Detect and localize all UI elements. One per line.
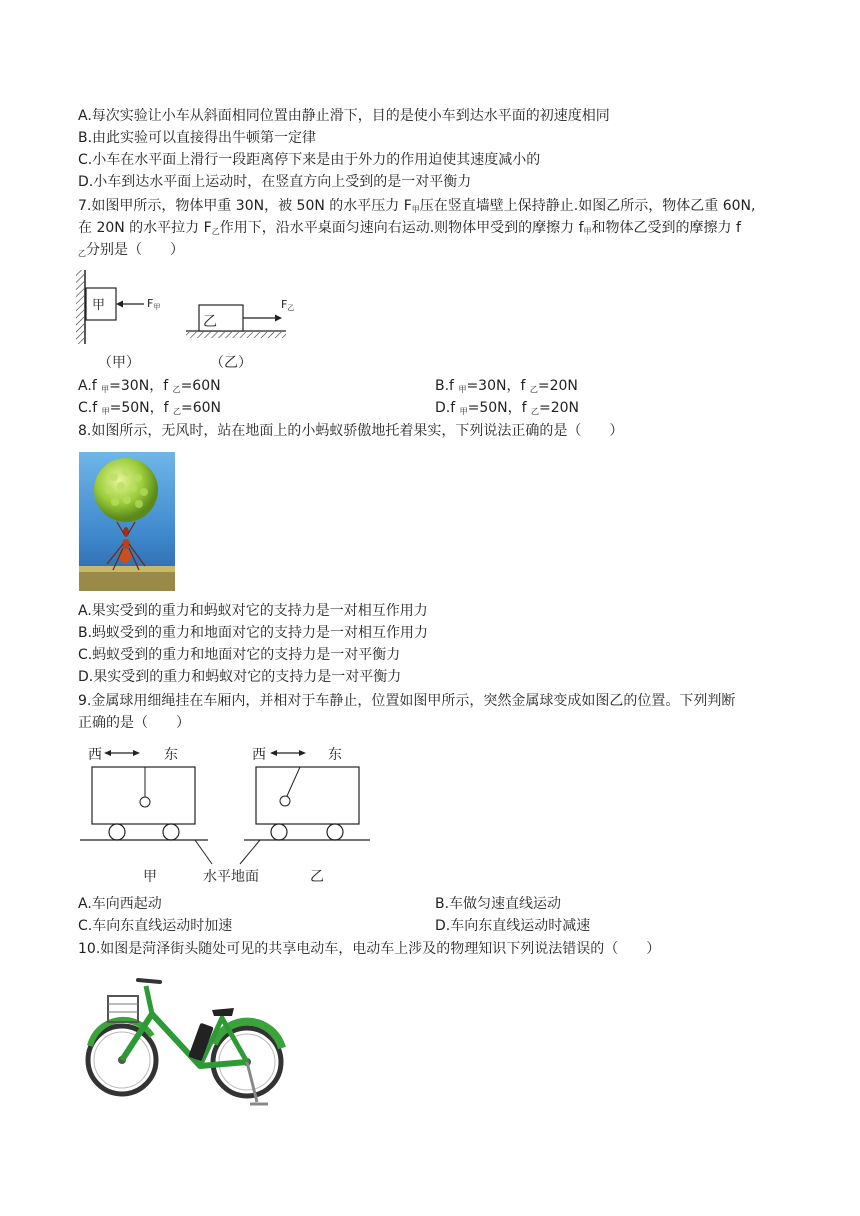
q6-option-a: A.每次实验让小车从斜面相同位置由静止滑下，目的是使小车到达水平面的初速度相同 (78, 108, 610, 124)
q7-caption-b: （乙） (210, 355, 252, 371)
q7-stem-line3: $_乙$分别是（ ） (78, 242, 184, 258)
q7-box-b-label: 乙 (203, 314, 217, 330)
q6-option-b: B.由此实验可以直接得出牛顿第一定律 (78, 130, 317, 146)
q7-force-diagram (76, 268, 316, 348)
q9-west-label-b: 西 (252, 747, 266, 763)
shared-ebike-photo (82, 966, 294, 1112)
q7-force-a-label: $F_甲$ (147, 297, 161, 311)
ant-fruit-photo (79, 452, 175, 591)
q7-option-a: A.f $_甲$=30N，f $_乙$=60N (78, 378, 221, 394)
q7-option-d: D.f $_甲$=50N，f $_乙$=20N (435, 400, 580, 416)
q7-caption-a: （甲） (98, 355, 140, 371)
q7-option-b: B.f $_甲$=30N，f $_乙$=20N (435, 378, 578, 394)
q8-option-a: A.果实受到的重力和蚂蚁对它的支持力是一对相互作用力 (78, 603, 428, 619)
q7-stem-line2: 在 20N 的水平拉力 $F_乙$作用下，沿水平桌面匀速向右运动.则物体甲受到的摩擦力 $f_甲$和物体乙受到的摩擦力 f (78, 220, 741, 236)
q9-cart-a-label: 甲 (143, 869, 157, 885)
q6-option-d: D.小车到达水平面上运动时，在竖直方向上受到的是一对平衡力 (78, 174, 472, 190)
q9-ground-label: 水平地面 (203, 869, 259, 885)
q7-force-b-label: $F_乙$ (281, 298, 295, 312)
q7-stem-line1: 7.如图甲所示，物体甲重 30N，被 50N 的水平压力 $F_甲$压在竖直墙壁上保持静止.如图乙所示，物体乙重 60N, (78, 198, 756, 214)
q7-box-a-label: 甲 (92, 298, 106, 313)
q8-option-b: B.蚂蚁受到的重力和地面对它的支持力是一对相互作用力 (78, 625, 429, 641)
q9-stem-line1: 9.金属球用细绳挂在车厢内，并相对于车静止，位置如图甲所示，突然金属球变成如图乙的位置。下列判断 (78, 693, 736, 709)
q8-stem: 8.如图所示，无风时，站在地面上的小蚂蚁骄傲地托着果实，下列说法正确的是（ ） (78, 423, 624, 439)
q9-east-label-b: 东 (328, 747, 342, 763)
q9-option-d: D.车向东直线运动时减速 (435, 918, 591, 934)
q9-option-c: C.车向东直线运动时加速 (78, 918, 233, 934)
q9-west-label-a: 西 (88, 747, 102, 763)
q8-option-c: C.蚂蚁受到的重力和地面对它的支持力是一对平衡力 (78, 647, 401, 663)
q9-east-label-a: 东 (164, 747, 178, 763)
q10-stem: 10.如图是菏泽街头随处可见的共享电动车，电动车上涉及的物理知识下列说法错误的（ ） (78, 941, 661, 957)
q8-option-d: D.果实受到的重力和蚂蚁对它的支持力是一对平衡力 (78, 669, 402, 685)
q9-cart-b-label: 乙 (310, 869, 324, 885)
q6-option-c: C.小车在水平面上滑行一段距离停下来是由于外力的作用迫使其速度减小的 (78, 152, 541, 168)
q9-option-b: B.车做匀速直线运动 (435, 896, 562, 912)
q7-option-c: C.f $_甲$=50N，f $_乙$=60N (78, 400, 222, 416)
q9-option-a: A.车向西起动 (78, 896, 162, 912)
q9-stem-line2: 正确的是（ ） (78, 715, 190, 731)
